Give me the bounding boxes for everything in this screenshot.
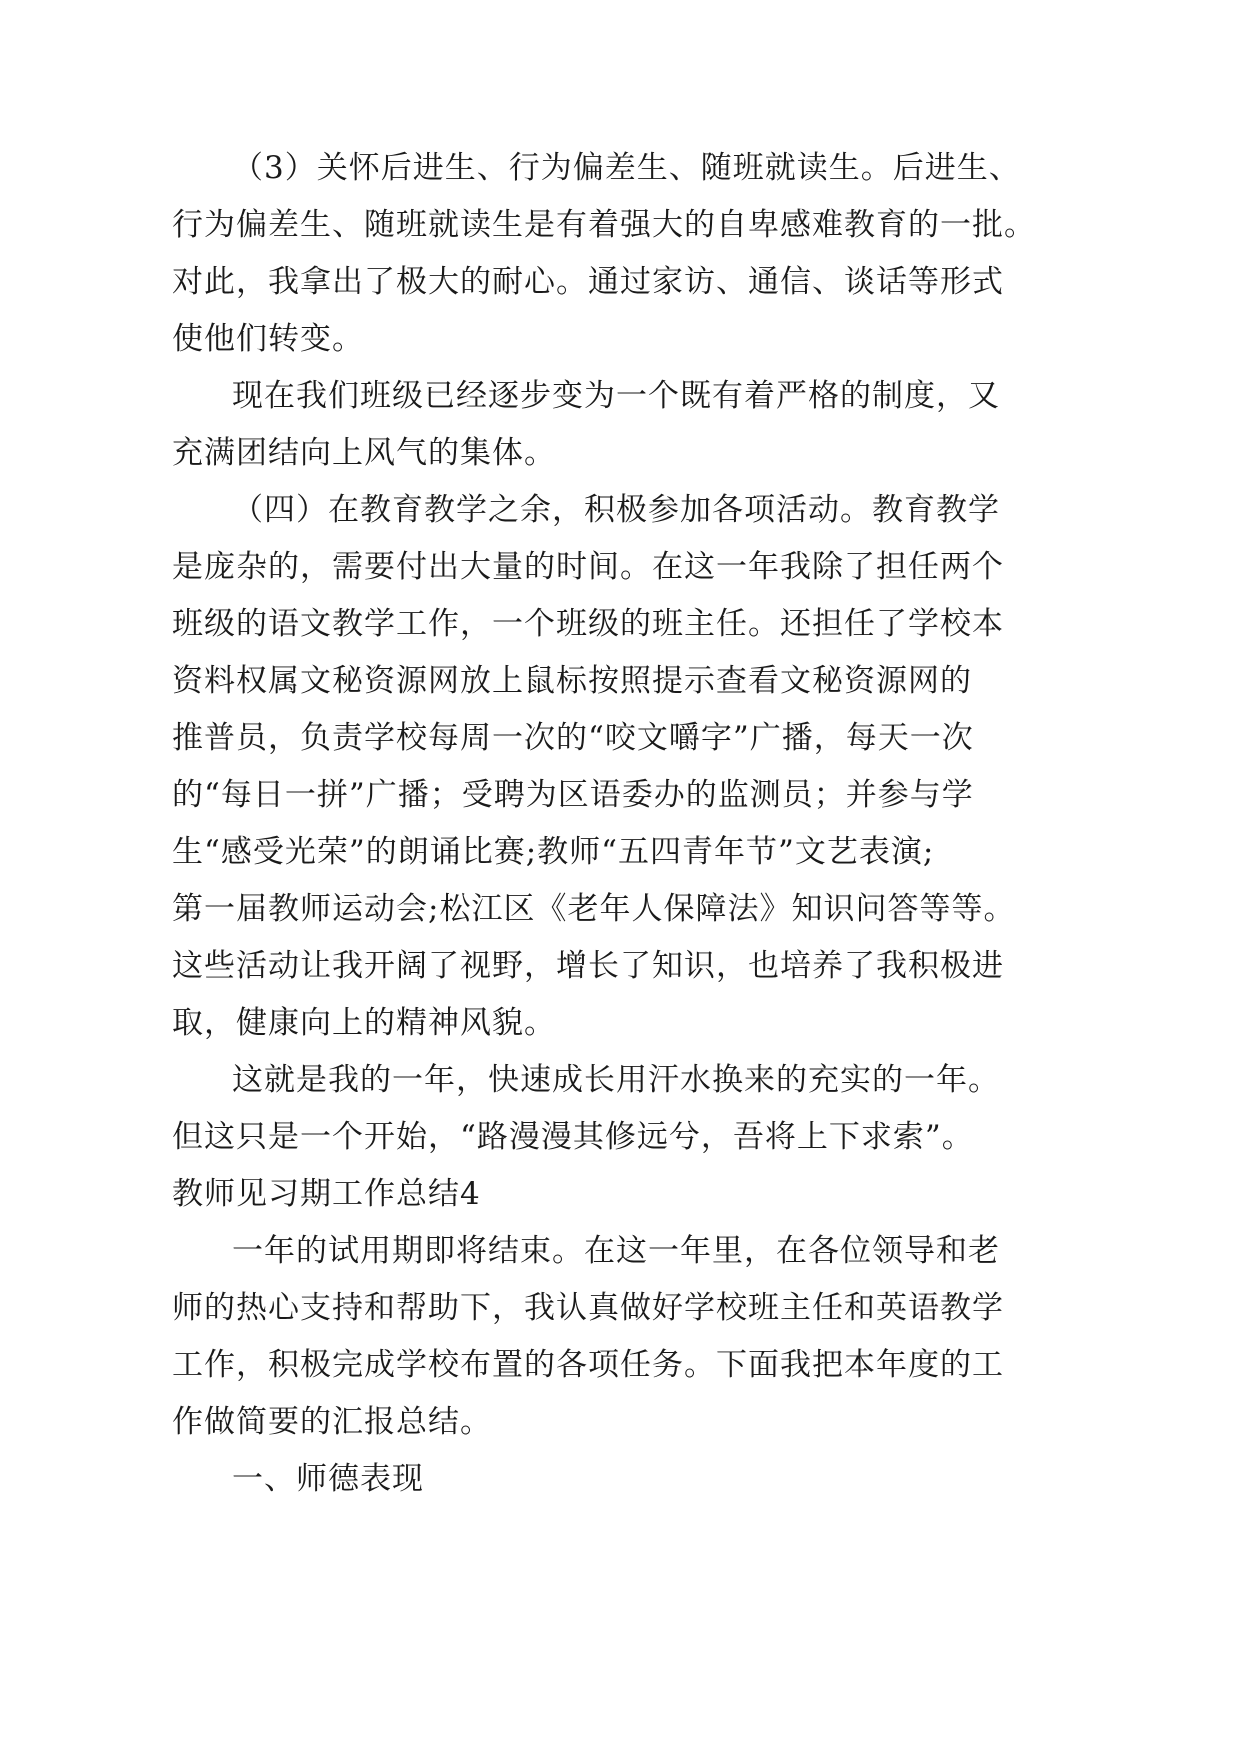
text-line: 使他们转变。	[172, 321, 364, 357]
text-line: 生“感受光荣”的朗诵比赛;教师“五四青年节”文艺表演;	[172, 834, 935, 870]
text-line: （四）在教育教学之余，积极参加各项活动。教育教学	[232, 492, 1000, 528]
text-line: 充满团结向上风气的集体。	[172, 435, 556, 471]
text-line: 工作，积极完成学校布置的各项任务。下面我把本年度的工	[172, 1347, 1004, 1383]
text-line: 是庞杂的，需要付出大量的时间。在这一年我除了担任两个	[172, 549, 1004, 585]
text-line: 资料权属文秘资源网放上鼠标按照提示查看文秘资源网的	[172, 663, 972, 699]
text-line: 作做简要的汇报总结。	[172, 1404, 492, 1440]
text-line: 现在我们班级已经逐步变为一个既有着严格的制度，又	[232, 378, 1000, 414]
text-line: 推普员，负责学校每周一次的“咬文嚼字”广播，每天一次	[172, 720, 974, 756]
text-line: 一年的试用期即将结束。在这一年里，在各位领导和老	[232, 1233, 1000, 1269]
section-heading: 教师见习期工作总结4	[172, 1176, 481, 1212]
text-line: 班级的语文教学工作，一个班级的班主任。还担任了学校本	[172, 606, 1004, 642]
text-line: （3）关怀后进生、行为偏差生、随班就读生。后进生、	[232, 150, 1021, 186]
text-line: 行为偏差生、随班就读生是有着强大的自卑感难教育的一批。	[172, 207, 1036, 243]
text-line: 这就是我的一年，快速成长用汗水换来的充实的一年。	[232, 1062, 1000, 1098]
text-line: 师的热心支持和帮助下，我认真做好学校班主任和英语教学	[172, 1290, 1004, 1326]
text-line: 取，健康向上的精神风貌。	[172, 1005, 556, 1041]
text-line: 对此，我拿出了极大的耐心。通过家访、通信、谈话等形式	[172, 264, 1004, 300]
text-line: 这些活动让我开阔了视野，增长了知识，也培养了我积极进	[172, 948, 1004, 984]
text-line: 第一届教师运动会;松江区《老年人保障法》知识问答等等。	[172, 891, 1016, 927]
subsection-heading: 一、师德表现	[232, 1461, 424, 1497]
text-line: 但这只是一个开始，“路漫漫其修远兮，吾将上下求索”。	[172, 1119, 974, 1155]
text-line: 的“每日一拼”广播；受聘为区语委办的监测员；并参与学	[172, 777, 974, 813]
